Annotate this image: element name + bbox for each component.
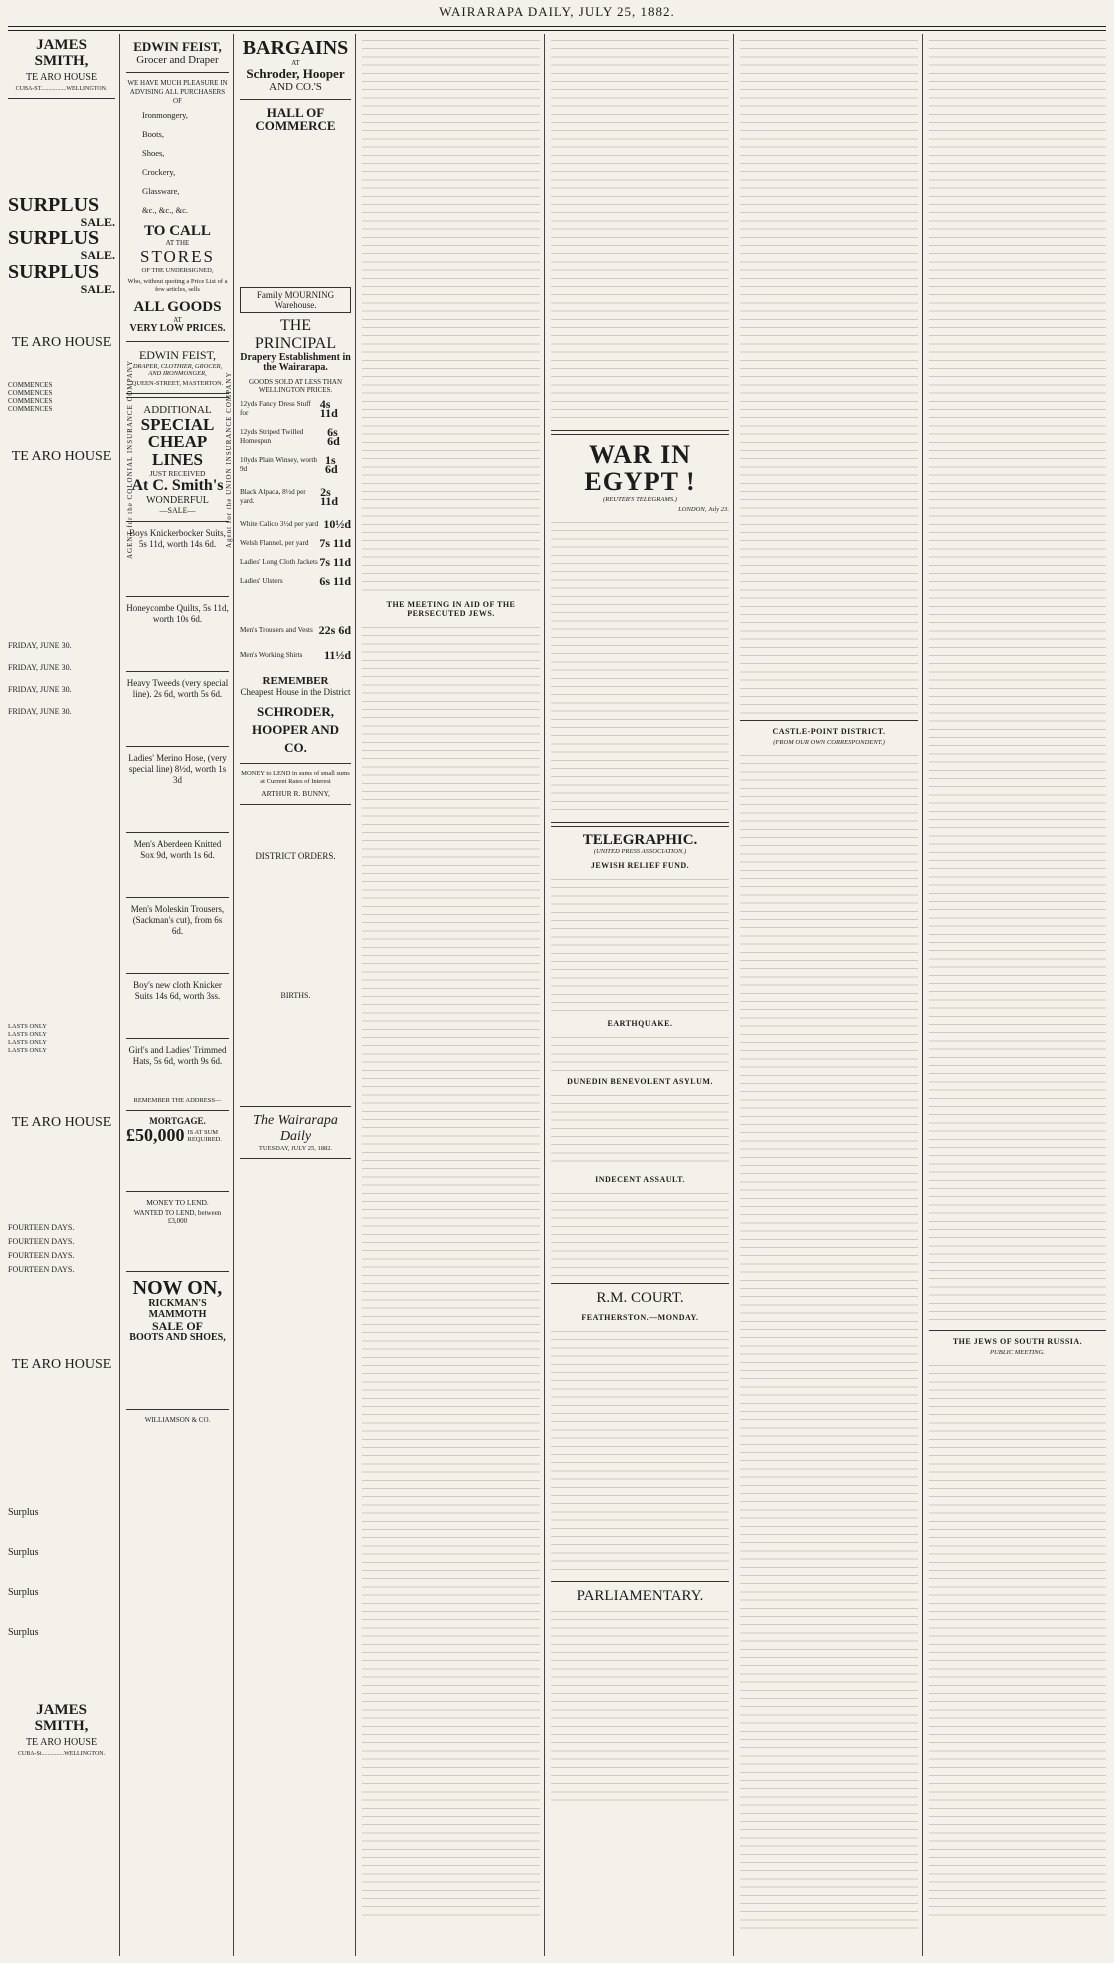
sale-of: SALE OF: [151, 1319, 203, 1334]
edwin-feist-trades: DRAPER, CLOTHIER, GROCER, AND IRONMONGER,: [132, 362, 223, 377]
fourteen-days: FOURTEEN DAYS.: [8, 1265, 75, 1275]
text-block: [740, 34, 918, 714]
all-goods: ALL GOODS: [133, 299, 222, 316]
te-aro-house: TE ARO HOUSE: [11, 1357, 112, 1373]
to-call: TO CALL: [144, 222, 211, 239]
price-row: White Calico 3½d per yard 10½d: [240, 516, 351, 531]
goods-item: Glassware,: [142, 185, 180, 196]
sale-item: Men's Aberdeen Knitted Sox 9d, worth 1s 6d.: [133, 838, 222, 860]
text-block: [551, 1089, 729, 1169]
paper-date: TUESDAY, JULY 25, 1882.: [258, 1145, 333, 1153]
fourteen-days: FOURTEEN DAYS.: [8, 1251, 75, 1261]
just-received: JUST RECEIVED: [149, 469, 206, 479]
at: AT: [291, 59, 300, 67]
goods-item: Boots,: [142, 128, 164, 139]
lead-text: WE HAVE MUCH PLEASURE IN ADVISING ALL PURCHASERS OF: [127, 78, 228, 105]
address: CUBA-St...............WELLINGTON.: [17, 1750, 106, 1757]
te-aro-house: TE ARO HOUSE: [11, 449, 112, 465]
lasts-only: LASTS ONLY: [8, 1023, 47, 1031]
schroder-hooper: Schroder, Hooper: [246, 66, 345, 81]
goods-item: &c., &c., &c.: [142, 204, 189, 215]
surplus-heading: SURPLUS: [8, 227, 100, 250]
text-block: [929, 34, 1106, 1324]
drapery-establishment: Drapery Establishment in the Wairarapa.: [240, 351, 351, 374]
williamson: WILLIAMSON & CO.: [144, 1416, 211, 1425]
te-aro-house: TE ARO HOUSE: [25, 71, 98, 83]
dunedin-asylum: DUNEDIN BENEVOLENT ASYLUM.: [567, 1077, 713, 1087]
indecent-assault: INDECENT ASSAULT.: [595, 1175, 685, 1185]
price-row: 10yds Plain Winsey, worth 9d 1s 6d: [240, 452, 338, 476]
money-to-lend: MONEY to LEND in sums of small sums at Current Rates of Interest: [241, 770, 350, 786]
featherston-monday: FEATHERSTON.—MONDAY.: [581, 1313, 699, 1323]
text-block: [551, 1605, 729, 1805]
mortgage-heading: MORTGAGE.: [149, 1115, 206, 1126]
top-rule-2: [8, 30, 1106, 31]
price-row: Men's Working Shirts 11½d: [240, 647, 351, 662]
surplus-heading: SURPLUS: [8, 260, 100, 283]
earthquake: EARTHQUAKE.: [607, 1019, 673, 1029]
remember: REMEMBER: [262, 674, 329, 687]
births: BIRTHS.: [280, 991, 311, 1001]
sale-item: Honeycombe Quilts, 5s 11d, worth 10s 6d.: [126, 602, 229, 624]
edwin-feist-sig: EDWIN FEIST,: [138, 347, 217, 362]
money-to-lend: MONEY TO LEND.: [146, 1198, 209, 1208]
sale-word: SALE.: [80, 248, 115, 263]
surplus-small: Surplus: [8, 1547, 39, 1559]
surplus-small: Surplus: [8, 1587, 39, 1599]
wanted-to-lend: WANTED TO LEND, between £3,000: [133, 1209, 222, 1226]
goods-item: Shoes,: [142, 147, 165, 158]
friday-line: FRIDAY, JUNE 30.: [8, 707, 72, 717]
goods-item: Ironmongery,: [142, 109, 188, 120]
who-text: Who, without quoting a Price List of a few articles, sells: [127, 278, 228, 294]
price-row: Men's Trousers and Vests 22s 6d: [240, 622, 351, 637]
text-block: [362, 34, 540, 594]
rm-court: R.M. COURT.: [596, 1290, 684, 1307]
text-block: [551, 873, 729, 1013]
price-row: Ladies' Ulsters 6s 11d: [240, 573, 351, 588]
war-in-egypt: WAR IN EGYPT !: [584, 440, 696, 497]
price-row: Black Alpaca, 8½d per yard. 2s 11d: [240, 484, 339, 508]
text-block: [551, 1187, 729, 1277]
commences-line: COMMENCES: [8, 397, 53, 406]
surplus-heading: SURPLUS: [8, 193, 100, 216]
wonderful: WONDERFUL: [146, 494, 209, 506]
sale-item: Men's Moleskin Trousers, (Sackman's cut), from 6s 6d.: [130, 903, 225, 936]
additional: ADDITIONAL: [143, 403, 212, 416]
reuters: (REUTER'S TELEGRAMS.): [603, 495, 677, 503]
at-the: AT THE: [165, 239, 190, 248]
sale-item: Boy's new cloth Knicker Suits 14s 6d, worth 3ss.: [133, 979, 222, 1001]
fourteen-days: FOURTEEN DAYS.: [8, 1223, 75, 1233]
rickmans: RICKMAN'S MAMMOTH: [148, 1298, 207, 1320]
friday-line: FRIDAY, JUNE 30.: [8, 641, 72, 651]
lasts-only: LASTS ONLY: [8, 1047, 47, 1055]
grocer-draper: Grocer and Draper: [136, 53, 219, 66]
district-orders: DISTRICT ORDERS.: [255, 851, 336, 862]
column-news-6: [925, 34, 1110, 1956]
colonial-insurance-vertical: AGENT for the COLONIAL INSURANCE COMPANY: [126, 360, 134, 560]
mortgage-note: IS AT SUM REQUIRED.: [187, 1128, 222, 1143]
london-date: LONDON, July 23.: [678, 505, 729, 513]
jews-meeting-heading: THE MEETING IN AID OF THE PERSECUTED JEWS.: [386, 600, 516, 618]
the-principal: THE PRINCIPAL: [254, 316, 337, 352]
address: CUBA-ST.................WELLINGTON.: [15, 85, 108, 92]
sale-item: Girl's and Ladies' Trimmed Hats, 5s 6d, worth 9s 6d.: [128, 1044, 227, 1066]
of-the: OF THE UNDERSIGNED,: [141, 267, 214, 275]
sale-item: Heavy Tweeds (very special line). 2s 6d, worth 5s 6d.: [126, 677, 229, 699]
price-row: 12yds Fancy Dress Stuff for 4s 11d: [240, 396, 338, 420]
public-meeting: PUBLIC MEETING.: [990, 1349, 1045, 1356]
paper-title: The Wairarapa Daily: [253, 1113, 338, 1145]
arthur-bunny: ARTHUR R. BUNNY,: [261, 789, 330, 799]
sale-word: SALE.: [80, 214, 115, 229]
stores: STORES: [140, 247, 215, 267]
te-aro-house: TE ARO HOUSE: [11, 335, 112, 351]
friday-line: FRIDAY, JUNE 30.: [8, 685, 72, 695]
special-cheap: SPECIAL CHEAP: [140, 414, 215, 452]
press-assoc: (UNITED PRESS ASSOCIATION.): [593, 848, 687, 856]
text-block: [551, 1325, 729, 1575]
commences-line: COMMENCES: [8, 381, 53, 390]
edwin-feist-name: EDWIN FEIST,: [133, 39, 222, 54]
fourteen-days: FOURTEEN DAYS.: [8, 1237, 75, 1247]
price-row: Welsh Flannel, per yard 7s 11d: [240, 535, 351, 550]
surplus-small: Surplus: [8, 1507, 39, 1519]
jews-south-russia: THE JEWS OF SOUTH RUSSIA.: [952, 1337, 1083, 1346]
jewish-relief-fund: JEWISH RELIEF FUND.: [590, 861, 690, 871]
parliamentary: PARLIAMENTARY.: [576, 1588, 704, 1605]
sale-dash: —SALE—: [159, 505, 196, 515]
friday-line: FRIDAY, JUNE 30.: [8, 663, 72, 673]
sale-item: Ladies' Merino Hose, (very special line) 8½d, worth 1s 3d: [128, 752, 227, 785]
text-block: [551, 34, 729, 424]
queen-street: QUEEN-STREET, MASTERTON.: [131, 379, 224, 387]
goods-item: Crockery,: [142, 166, 176, 177]
now-on: NOW ON,: [132, 1277, 223, 1300]
masthead: WAIRARAPA DAILY, JULY 25, 1882.: [439, 4, 675, 19]
text-block: [929, 1359, 1106, 1919]
te-aro-house: TE ARO HOUSE: [11, 1115, 112, 1131]
price-row: 12yds Striped Twilled Homespun 6s 6d: [240, 424, 340, 448]
and-cos: AND CO.'S: [269, 80, 322, 93]
column-schroder: [236, 34, 356, 1956]
sale-word: SALE.: [80, 281, 115, 296]
surplus-small: Surplus: [8, 1627, 39, 1639]
price-row: Ladies' Long Cloth Jackets 7s 11d: [240, 554, 351, 569]
schroder-firm: SCHRODER, HOOPER AND CO.: [251, 704, 340, 756]
mortgage-amount: £50,000: [126, 1125, 185, 1146]
lines: LINES: [151, 450, 204, 470]
telegraphic: TELEGRAPHIC.: [582, 831, 698, 848]
castle-point-heading: CASTLE-POINT DISTRICT.: [772, 727, 886, 736]
commences-line: COMMENCES: [8, 405, 53, 414]
goods-sold-at: GOODS SOLD AT LESS THAN WELLINGTON PRICES.: [248, 377, 343, 394]
james-smith-name: JAMES SMITH,: [34, 37, 89, 69]
bargains: BARGAINS: [242, 37, 349, 59]
family-mourning: Family MOURNING Warehouse.: [240, 287, 351, 313]
at-c-smiths: At C. Smith's: [131, 477, 224, 495]
top-rule: [8, 26, 1106, 27]
lasts-only: LASTS ONLY: [8, 1039, 47, 1047]
column-edwin-feist: [122, 34, 234, 1956]
remember-address: REMEMBER THE ADDRESS—: [133, 1096, 222, 1104]
column-news-3: [358, 34, 545, 1956]
te-aro-house: TE ARO HOUSE: [25, 1736, 98, 1748]
text-block: [362, 621, 540, 1921]
very-low-prices: VERY LOW PRICES.: [129, 323, 226, 335]
hall-of-commerce: HALL OF COMMERCE: [255, 104, 336, 134]
correspondent: (FROM OUR OWN CORRESPONDENT.): [773, 739, 885, 746]
column-james-smith: [4, 34, 120, 1956]
text-block: [551, 516, 729, 816]
james-smith-name: JAMES SMITH,: [34, 1702, 89, 1735]
lasts-only: LASTS ONLY: [8, 1031, 47, 1039]
text-block: [740, 749, 918, 1929]
sale-item: Boys Knickerbocker Suits, 5s 11d, worth 14s 6d.: [129, 527, 226, 549]
commences-line: COMMENCES: [8, 389, 53, 398]
text-block: [551, 1031, 729, 1071]
at: AT: [173, 316, 182, 325]
union-insurance-vertical: Agent for the UNION INSURANCE COMPANY: [225, 371, 233, 549]
column-news-5: [736, 34, 923, 1956]
column-news-4: [547, 34, 734, 1956]
boots-and-shoes: BOOTS AND SHOES,: [129, 1331, 226, 1343]
cheapest-house: Cheapest House in the District: [240, 687, 351, 698]
